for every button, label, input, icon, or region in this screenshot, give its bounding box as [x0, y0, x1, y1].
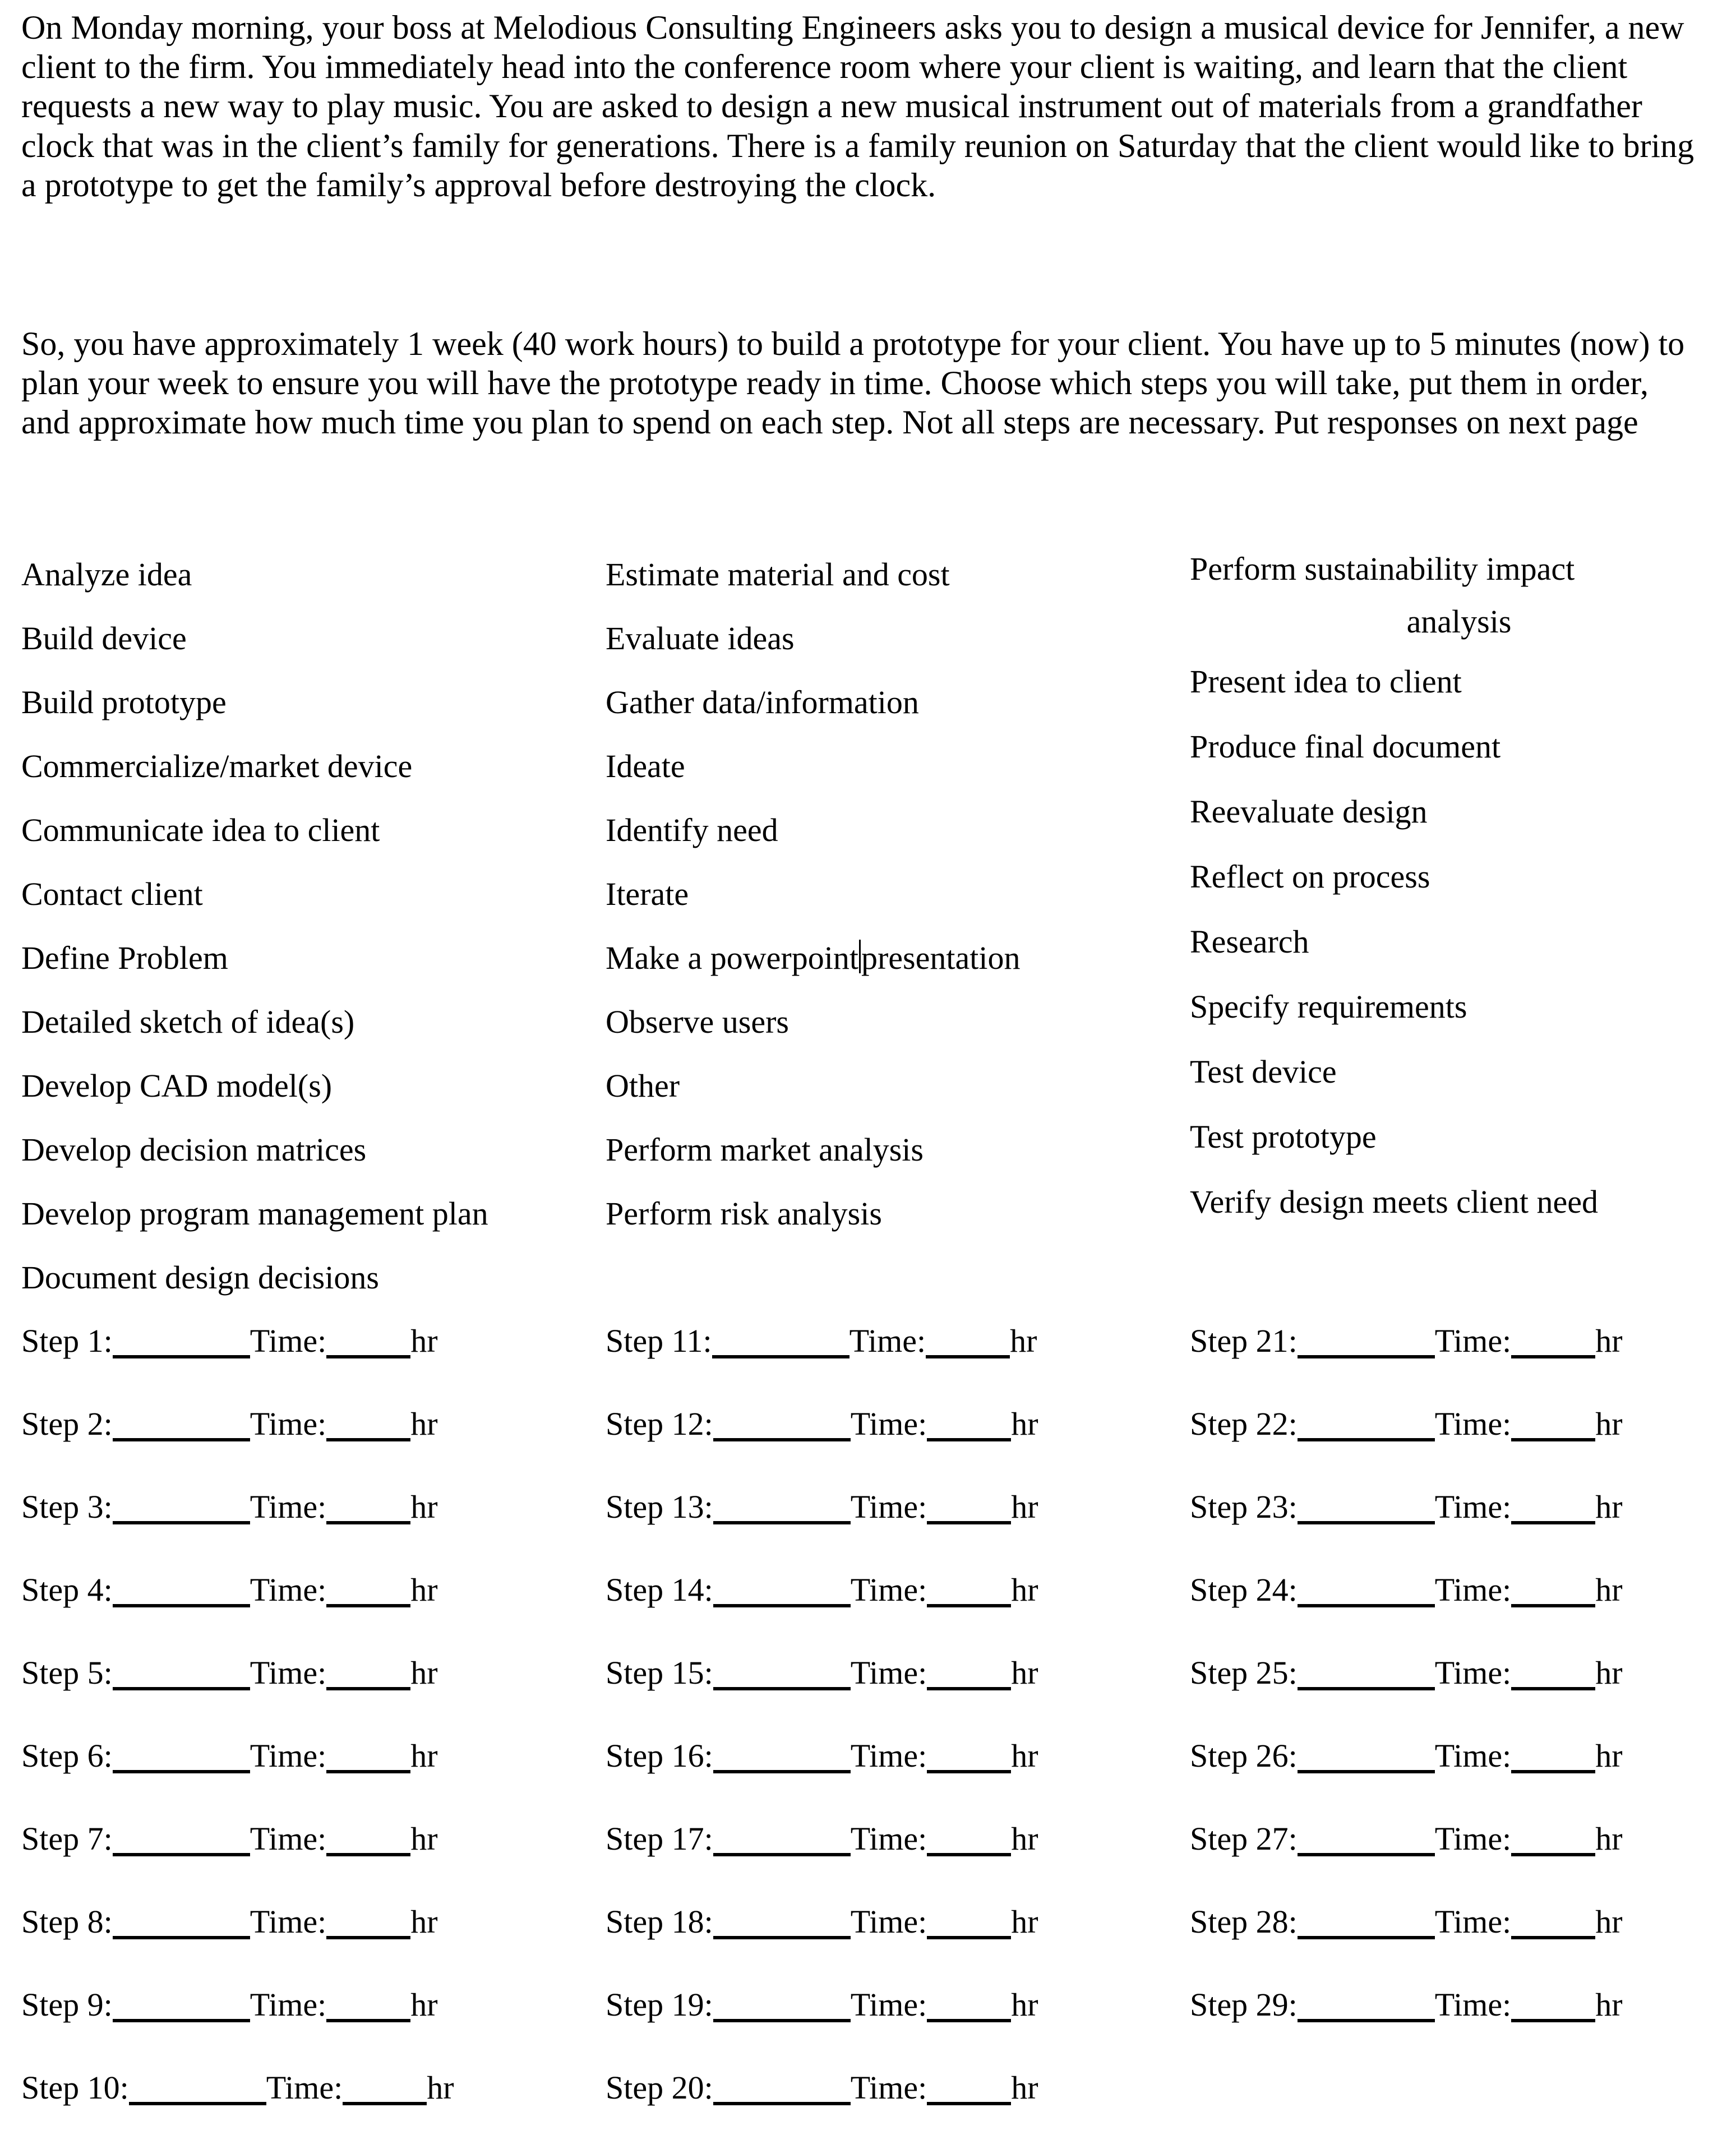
time-value-blank[interactable]: [927, 1480, 1011, 1524]
hour-unit-label: hr: [1011, 1655, 1038, 1691]
time-value-blank[interactable]: [927, 2060, 1011, 2105]
step-response-row: [21, 1797, 582, 1880]
time-label: Time:: [250, 1323, 327, 1359]
hour-unit-label: hr: [1595, 1655, 1623, 1691]
options-column-1: [21, 543, 604, 1310]
hour-unit-label: hr: [1595, 1986, 1623, 2023]
step-number-label: Step 6:: [21, 1737, 113, 1774]
step-name-blank[interactable]: [113, 1480, 250, 1524]
step-number-label: Step 16:: [606, 1737, 713, 1774]
time-label: Time:: [1434, 1986, 1512, 2023]
option-item[interactable]: Build prototype: [21, 684, 227, 720]
hour-unit-label: hr: [410, 1572, 438, 1608]
option-item[interactable]: Perform risk analysis: [606, 1195, 882, 1232]
step-response-row: [21, 1383, 582, 1466]
time-value-blank[interactable]: [343, 2060, 427, 2105]
option-item[interactable]: Contact client: [21, 876, 203, 912]
step-response-row: [606, 1880, 1166, 1963]
design-step-options: [0, 543, 1736, 1296]
option-item[interactable]: Define Problem: [21, 940, 228, 976]
step-response-row: [21, 1549, 582, 1632]
option-item[interactable]: Reflect on process: [1190, 858, 1430, 895]
step-number-label: Step 26:: [1190, 1737, 1298, 1774]
option-item[interactable]: Verify design meets client need: [1190, 1184, 1598, 1220]
step-number-label: Step 9:: [21, 1986, 113, 2023]
step-response-row: [21, 1880, 582, 1963]
time-label: Time:: [1434, 1820, 1512, 1857]
option-text-line-2: analysis: [1406, 603, 1512, 640]
step-name-blank[interactable]: [713, 1646, 851, 1690]
time-label: Time:: [250, 1489, 327, 1525]
step-response-row: [606, 2046, 1166, 2129]
step-number-label: Step 18:: [606, 1903, 713, 1940]
step-number-label: Step 21:: [1190, 1323, 1298, 1359]
hour-unit-label: hr: [427, 2069, 454, 2106]
time-value-blank[interactable]: [1511, 1480, 1595, 1524]
option-item-sustainability[interactable]: [1190, 543, 1728, 649]
time-label: Time:: [250, 1903, 327, 1940]
option-item[interactable]: Iterate: [606, 876, 689, 912]
hour-unit-label: hr: [1011, 1737, 1038, 1774]
time-label: Time:: [250, 1986, 327, 2023]
step-rows-column-2: [606, 1300, 1166, 2129]
hour-unit-label: hr: [1595, 1489, 1623, 1525]
step-name-blank[interactable]: [1298, 1894, 1435, 1939]
time-value-blank[interactable]: [326, 1977, 410, 2022]
step-rows-column-1: [21, 1300, 582, 2129]
time-value-blank[interactable]: [927, 1977, 1011, 2022]
time-value-blank[interactable]: [1511, 1977, 1595, 2022]
option-item[interactable]: Specify requirements: [1190, 988, 1467, 1025]
step-number-label: Step 2:: [21, 1406, 113, 1442]
step-number-label: Step 3:: [21, 1489, 113, 1525]
time-value-blank[interactable]: [326, 1314, 410, 1358]
step-response-row: [1190, 1714, 1736, 1797]
option-text-line-1: Perform sustainability impact: [1190, 551, 1575, 587]
option-item[interactable]: Other: [606, 1067, 680, 1104]
step-number-label: Step 28:: [1190, 1903, 1298, 1940]
time-label: Time:: [1434, 1903, 1512, 1940]
step-number-label: Step 13:: [606, 1489, 713, 1525]
step-rows-column-3: [1190, 1300, 1736, 2046]
option-item[interactable]: Ideate: [606, 748, 685, 784]
hour-unit-label: hr: [1595, 1903, 1623, 1940]
time-value-blank[interactable]: [326, 1563, 410, 1607]
hour-unit-label: hr: [410, 1655, 438, 1691]
time-value-blank[interactable]: [1511, 1314, 1595, 1358]
time-label: Time:: [850, 1986, 927, 2023]
hour-unit-label: hr: [1595, 1572, 1623, 1608]
option-item[interactable]: Document design decisions: [21, 1259, 379, 1296]
step-name-blank[interactable]: [113, 1563, 250, 1607]
step-name-blank[interactable]: [713, 1811, 851, 1856]
step-response-row: [1190, 1300, 1736, 1383]
step-number-label: Step 4:: [21, 1572, 113, 1608]
option-text-before-caret: Make a powerpoint: [606, 940, 858, 976]
hour-unit-label: hr: [1595, 1737, 1623, 1774]
option-item[interactable]: Develop CAD model(s): [21, 1067, 333, 1104]
step-number-label: Step 19:: [606, 1986, 713, 2023]
time-value-blank[interactable]: [927, 1397, 1011, 1441]
step-response-row: [21, 1714, 582, 1797]
option-item[interactable]: Estimate material and cost: [606, 556, 950, 593]
time-value-blank[interactable]: [927, 1563, 1011, 1607]
hour-unit-label: hr: [410, 1903, 438, 1940]
step-number-label: Step 24:: [1190, 1572, 1298, 1608]
step-name-blank[interactable]: [1298, 1397, 1435, 1441]
step-number-label: Step 14:: [606, 1572, 713, 1608]
option-item[interactable]: Communicate idea to client: [21, 812, 380, 848]
option-item-powerpoint[interactable]: [606, 926, 1172, 990]
option-item[interactable]: Develop decision matrices: [21, 1131, 367, 1168]
step-number-label: Step 10:: [21, 2069, 129, 2106]
step-number-label: Step 1:: [21, 1323, 113, 1359]
intro-paragraph-2: So, you have approximately 1 week (40 work hours) to build a prototype for your client. You have up to 5 minutes (now) to plan your week to ensure you will have the prototype ready in time. Choose which steps you will take, put them in order, and approximate how much time you plan to spend on each step. Not all steps are necessary. Put responses on next page: [21, 325, 1685, 441]
step-response-row: [21, 2046, 582, 2129]
hour-unit-label: hr: [1011, 1489, 1038, 1525]
step-name-blank[interactable]: [1298, 1977, 1435, 2022]
time-value-blank[interactable]: [927, 1894, 1011, 1939]
step-response-row: [21, 1963, 582, 2046]
time-label: Time:: [850, 2069, 927, 2106]
step-response-row: [606, 1300, 1166, 1383]
step-response-row: [606, 1632, 1166, 1714]
time-value-blank[interactable]: [927, 1811, 1011, 1856]
time-label: Time:: [1434, 1655, 1512, 1691]
time-label: Time:: [850, 1903, 927, 1940]
step-response-row: [21, 1632, 582, 1714]
option-item[interactable]: Develop program management plan: [21, 1195, 488, 1232]
step-number-label: Step 20:: [606, 2069, 713, 2106]
time-value-blank[interactable]: [326, 1729, 410, 1773]
time-label: Time:: [250, 1572, 327, 1608]
step-response-row: [1190, 1383, 1736, 1466]
option-item[interactable]: Gather data/information: [606, 684, 919, 720]
step-response-row: [1190, 1880, 1736, 1963]
time-value-blank[interactable]: [326, 1397, 410, 1441]
step-number-label: Step 29:: [1190, 1986, 1298, 2023]
time-label: Time:: [850, 1737, 927, 1774]
step-name-blank[interactable]: [113, 1314, 250, 1358]
hour-unit-label: hr: [1011, 1820, 1038, 1857]
time-label: Time:: [1434, 1572, 1512, 1608]
hour-unit-label: hr: [1011, 1572, 1038, 1608]
options-column-2: [606, 543, 1172, 1246]
time-label: Time:: [1434, 1489, 1512, 1525]
step-name-blank[interactable]: [1298, 1729, 1435, 1773]
step-number-label: Step 25:: [1190, 1655, 1298, 1691]
step-name-blank[interactable]: [713, 2060, 851, 2105]
step-name-blank[interactable]: [113, 1811, 250, 1856]
step-name-blank[interactable]: [113, 1397, 250, 1441]
time-value-blank[interactable]: [326, 1811, 410, 1856]
step-response-row: [1190, 1466, 1736, 1549]
step-name-blank[interactable]: [713, 1894, 851, 1939]
time-label: Time:: [1434, 1737, 1512, 1774]
step-name-blank[interactable]: [713, 1563, 851, 1607]
time-label: Time:: [250, 1655, 327, 1691]
step-number-label: Step 17:: [606, 1820, 713, 1857]
option-item[interactable]: Reevaluate design: [1190, 793, 1428, 830]
step-name-blank[interactable]: [113, 1646, 250, 1690]
time-label: Time:: [850, 1655, 927, 1691]
step-response-row: [606, 1797, 1166, 1880]
time-label: Time:: [849, 1323, 926, 1359]
step-name-blank[interactable]: [1298, 1563, 1435, 1607]
step-response-row: [1190, 1632, 1736, 1714]
step-response-row: [606, 1963, 1166, 2046]
time-label: Time:: [850, 1820, 927, 1857]
time-label: Time:: [266, 2069, 343, 2106]
time-label: Time:: [850, 1406, 927, 1442]
step-response-row: [1190, 1963, 1736, 2046]
option-item[interactable]: Research: [1190, 923, 1309, 960]
step-number-label: Step 11:: [606, 1323, 712, 1359]
time-value-blank[interactable]: [326, 1894, 410, 1939]
hour-unit-label: hr: [1595, 1406, 1623, 1442]
step-name-blank[interactable]: [713, 1729, 851, 1773]
step-name-blank[interactable]: [1298, 1646, 1435, 1690]
step-name-blank[interactable]: [1298, 1811, 1435, 1856]
step-response-row: [606, 1549, 1166, 1632]
option-item[interactable]: Analyze idea: [21, 556, 192, 593]
time-value-blank[interactable]: [1511, 1646, 1595, 1690]
step-number-label: Step 15:: [606, 1655, 713, 1691]
hour-unit-label: hr: [1011, 1903, 1038, 1940]
step-name-blank[interactable]: [129, 2060, 266, 2105]
step-response-row: [1190, 1797, 1736, 1880]
step-response-row: [606, 1466, 1166, 1549]
step-name-blank[interactable]: [713, 1480, 851, 1524]
time-value-blank[interactable]: [1511, 1894, 1595, 1939]
option-item[interactable]: Identify need: [606, 812, 778, 848]
time-label: Time:: [850, 1572, 927, 1608]
options-column-3: [1190, 543, 1728, 1235]
time-value-blank[interactable]: [1511, 1811, 1595, 1856]
step-response-row: [1190, 1549, 1736, 1632]
step-number-label: Step 12:: [606, 1406, 713, 1442]
option-item[interactable]: Produce final document: [1190, 728, 1501, 765]
hour-unit-label: hr: [410, 1489, 438, 1525]
option-item[interactable]: Detailed sketch of idea(s): [21, 1004, 355, 1040]
step-response-row: [606, 1714, 1166, 1797]
text-cursor-caret-icon: [859, 940, 861, 973]
hour-unit-label: hr: [1011, 1406, 1038, 1442]
step-number-label: Step 8:: [21, 1903, 113, 1940]
time-label: Time:: [850, 1489, 927, 1525]
time-value-blank[interactable]: [927, 1646, 1011, 1690]
step-number-label: Step 7:: [21, 1820, 113, 1857]
time-value-blank[interactable]: [926, 1314, 1010, 1358]
step-name-blank[interactable]: [713, 1977, 851, 2022]
step-name-blank[interactable]: [113, 1729, 250, 1773]
intro-paragraph-1: On Monday morning, your boss at Melodious Consulting Engineers asks you to design a musical device for Jennifer, a new client to the firm. You immediately head into the conference room where your client is waiting, and learn that the client requests a new way to play music. You are asked to design a new musical instrument out of materials from a grandfather clock that was in the client’s family for generations. There is a family reunion on Saturday that the client would like to bring a prototype to get the family’s approval before destroying the clock.: [21, 9, 1695, 204]
hour-unit-label: hr: [410, 1406, 438, 1442]
time-label: Time:: [250, 1737, 327, 1774]
hour-unit-label: hr: [410, 1986, 438, 2023]
time-value-blank[interactable]: [1511, 1397, 1595, 1441]
option-item[interactable]: Perform market analysis: [606, 1131, 924, 1168]
step-name-blank[interactable]: [113, 1977, 250, 2022]
time-label: Time:: [1434, 1323, 1512, 1359]
time-value-blank[interactable]: [927, 1729, 1011, 1773]
time-label: Time:: [1434, 1406, 1512, 1442]
option-item[interactable]: Present idea to client: [1190, 663, 1462, 700]
time-label: Time:: [250, 1820, 327, 1857]
step-number-label: Step 27:: [1190, 1820, 1298, 1857]
option-item[interactable]: Test device: [1190, 1053, 1337, 1090]
step-number-label: Step 22:: [1190, 1406, 1298, 1442]
option-item[interactable]: Build device: [21, 620, 187, 657]
time-value-blank[interactable]: [326, 1480, 410, 1524]
option-text-after-caret: presentation: [861, 940, 1021, 976]
hour-unit-label: hr: [1011, 1986, 1038, 2023]
option-item[interactable]: Observe users: [606, 1004, 789, 1040]
step-response-row: [606, 1383, 1166, 1466]
option-item[interactable]: Evaluate ideas: [606, 620, 795, 657]
time-label: Time:: [250, 1406, 327, 1442]
step-name-blank[interactable]: [1298, 1480, 1435, 1524]
step-number-label: Step 5:: [21, 1655, 113, 1691]
step-response-row: [21, 1466, 582, 1549]
hour-unit-label: hr: [410, 1820, 438, 1857]
step-number-label: Step 23:: [1190, 1489, 1298, 1525]
time-value-blank[interactable]: [1511, 1563, 1595, 1607]
hour-unit-label: hr: [1011, 2069, 1038, 2106]
hour-unit-label: hr: [410, 1737, 438, 1774]
time-value-blank[interactable]: [1511, 1729, 1595, 1773]
step-name-blank[interactable]: [713, 1397, 851, 1441]
hour-unit-label: hr: [1595, 1323, 1623, 1359]
option-item[interactable]: Test prototype: [1190, 1119, 1377, 1155]
hour-unit-label: hr: [410, 1323, 438, 1359]
step-name-blank[interactable]: [1298, 1314, 1435, 1358]
step-name-blank[interactable]: [712, 1314, 849, 1358]
hour-unit-label: hr: [1010, 1323, 1037, 1359]
step-name-blank[interactable]: [113, 1894, 250, 1939]
step-response-row: [21, 1300, 582, 1383]
option-item[interactable]: Commercialize/market device: [21, 748, 413, 784]
hour-unit-label: hr: [1595, 1820, 1623, 1857]
time-value-blank[interactable]: [326, 1646, 410, 1690]
